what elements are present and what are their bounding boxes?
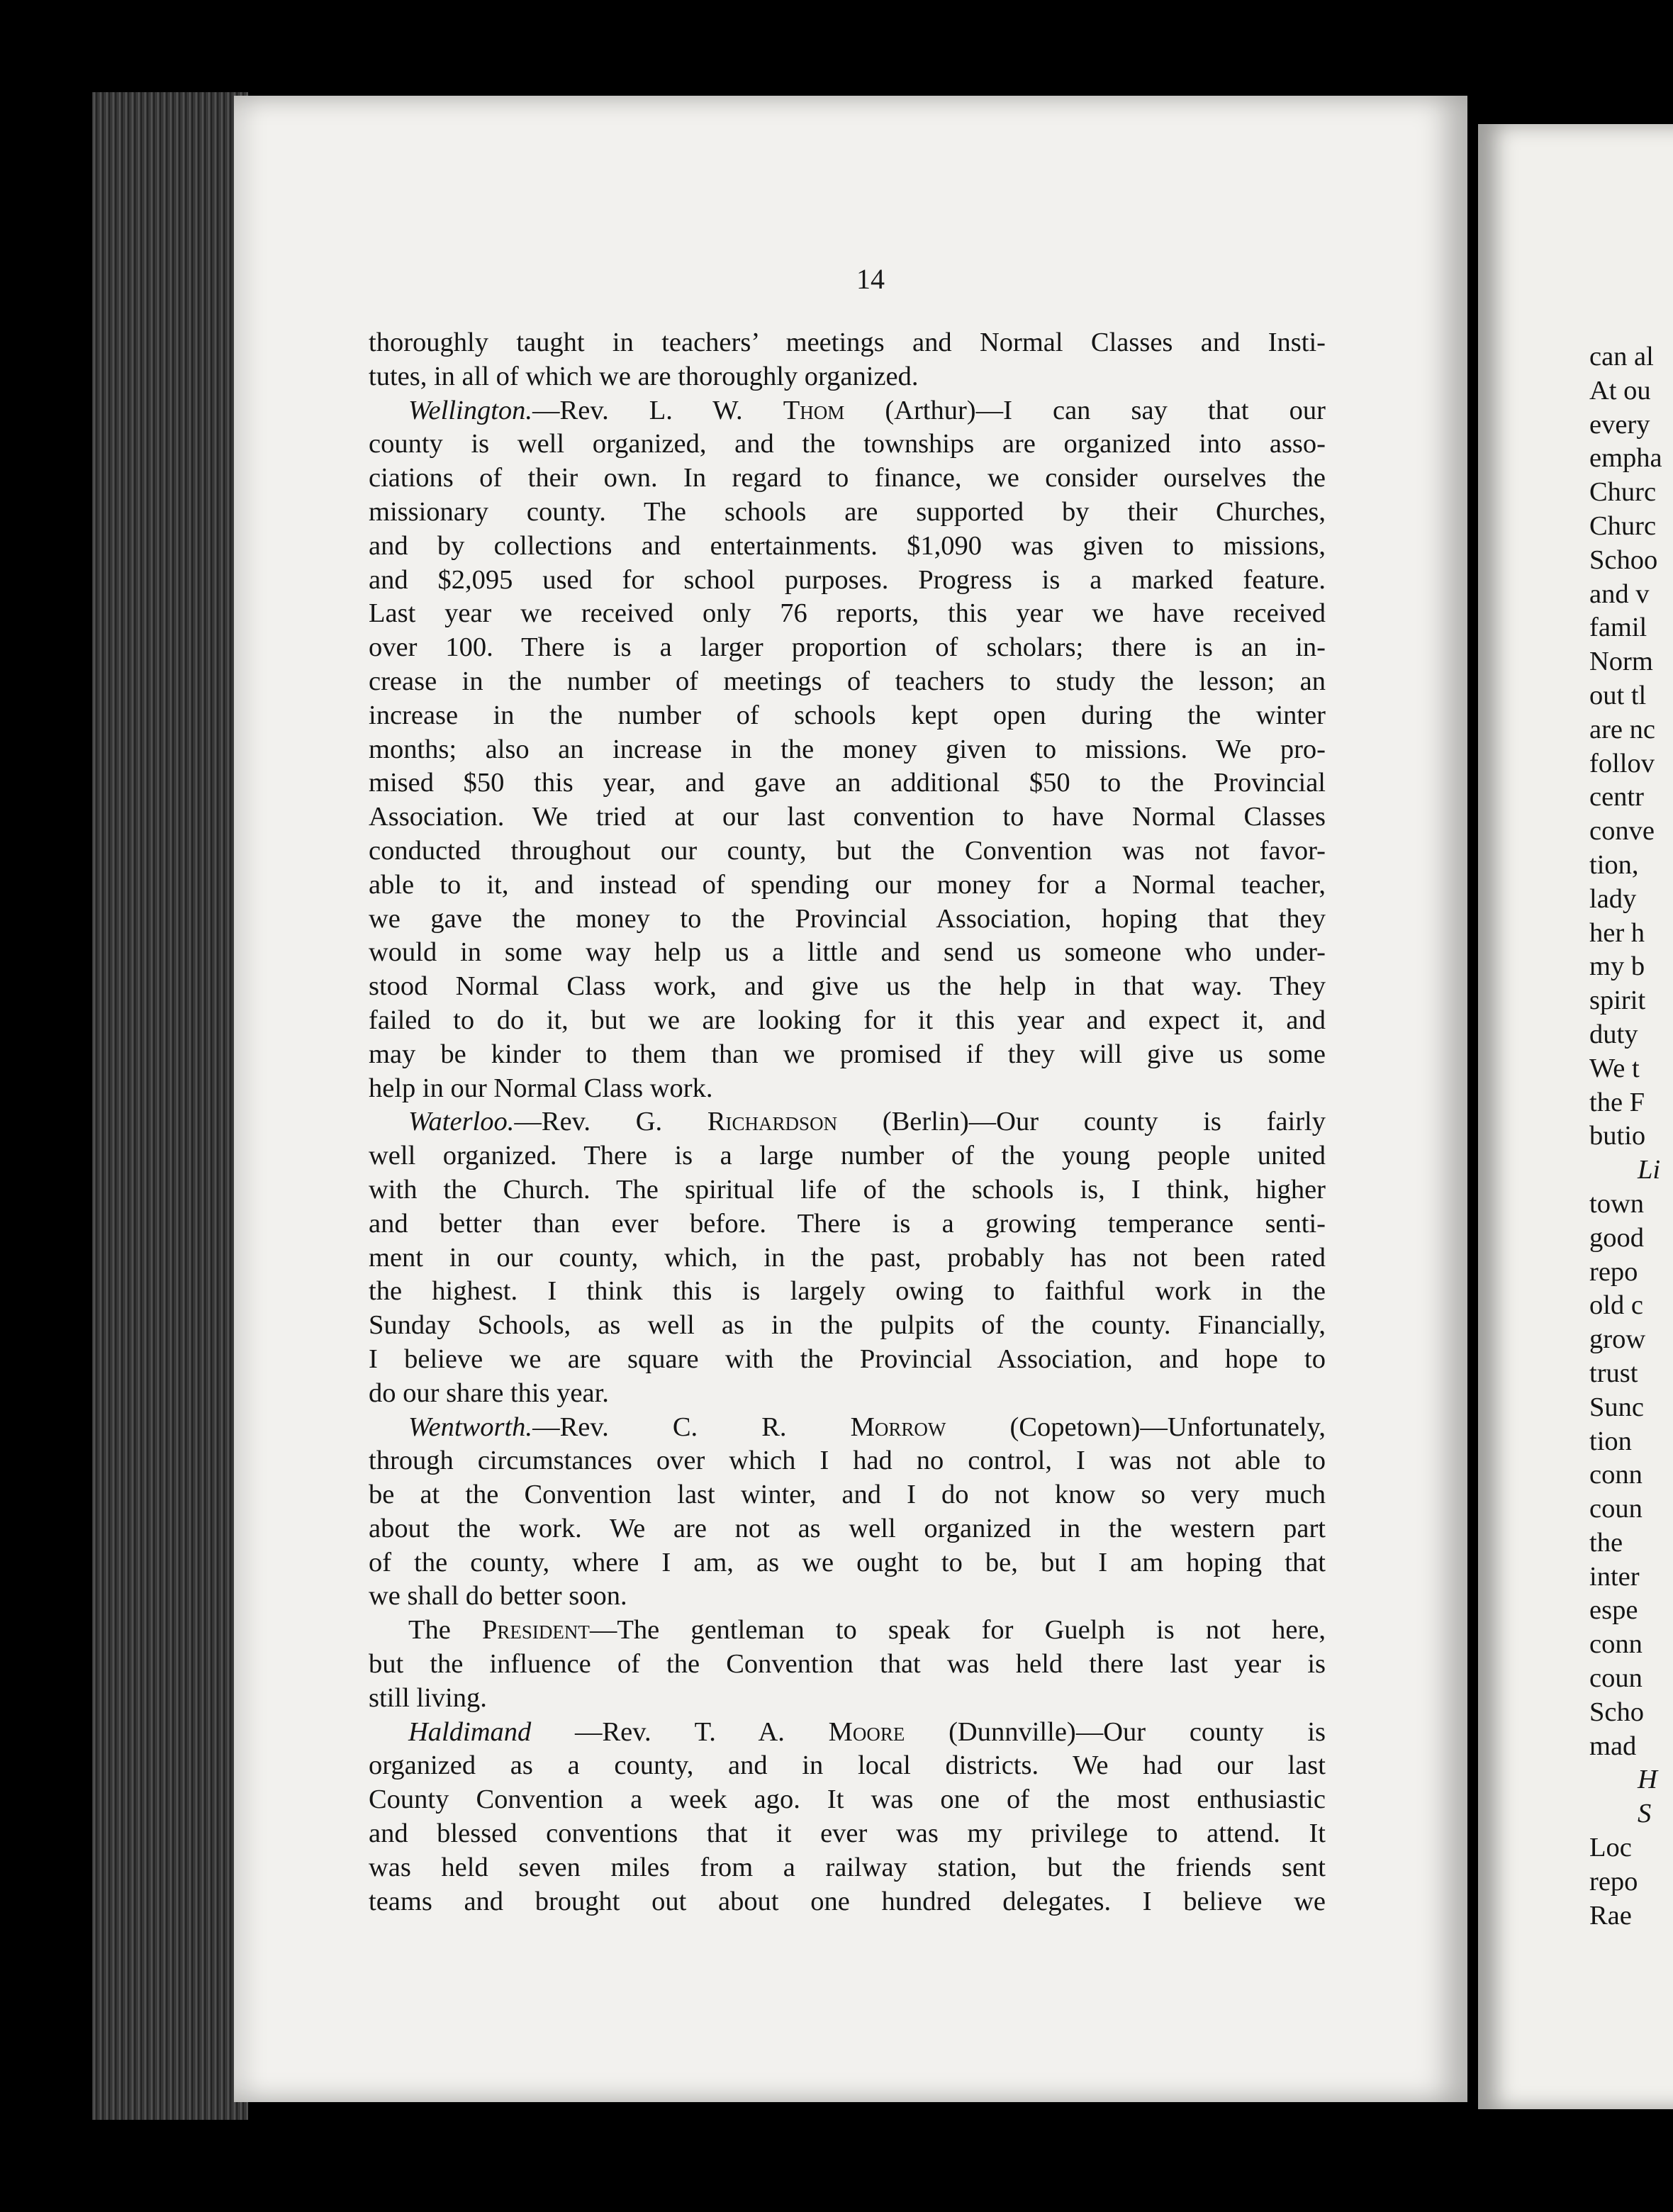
- text-line: Association. We tried at our last convention to have Normal Classes: [369, 802, 1326, 832]
- right-page-line: centr: [1589, 782, 1644, 812]
- right-page-line: follov: [1589, 748, 1655, 778]
- page-edge-stack: [92, 92, 248, 2120]
- speaker-name: Richardson: [707, 1107, 838, 1137]
- right-page-line: out tl: [1589, 680, 1647, 710]
- text-line: County Convention a week ago. It was one of the most enthusiastic: [369, 1784, 1326, 1815]
- text-line: tutes, in all of which we are thoroughly organized.: [369, 361, 919, 391]
- right-page-line: Rae: [1589, 1900, 1632, 1931]
- main-text-block: [369, 326, 1326, 1918]
- right-page-line: conn: [1589, 1629, 1643, 1660]
- right-page-line: Norm: [1589, 647, 1653, 677]
- text-line: Last year we received only 76 reports, this year we have received: [369, 598, 1326, 629]
- text-line: of the county, where I am, as we ought to be, but I am hoping that: [369, 1547, 1326, 1577]
- section-lead: Haldimand: [408, 1716, 532, 1747]
- right-page-line: Churc: [1589, 477, 1657, 508]
- right-page-line: can al: [1589, 342, 1654, 372]
- text-line: still living.: [369, 1682, 487, 1713]
- speaker-name: President: [481, 1615, 590, 1646]
- text-line: would in some way help us a little and send us someone who under-: [369, 937, 1326, 968]
- text-line: ciations of their own. In regard to finance, we consider ourselves the: [369, 463, 1326, 493]
- right-page-line: tion: [1589, 1426, 1632, 1456]
- text-line: Wentworth.—Rev. C. R. Morrow (Copetown)—Unfortunately,: [408, 1412, 1326, 1442]
- speaker-name: Morrow: [850, 1412, 946, 1442]
- right-page-line: good: [1589, 1222, 1644, 1253]
- text-line: we shall do better soon.: [369, 1581, 627, 1611]
- right-page-line: Schoo: [1589, 544, 1658, 575]
- text-line: county is well organized, and the townships are organized into asso-: [369, 429, 1326, 459]
- right-page-line: Loc: [1589, 1833, 1632, 1863]
- text-line: able to it, and instead of spending our money for a Normal teacher,: [369, 869, 1326, 900]
- right-page-line: We t: [1589, 1053, 1640, 1083]
- text-line: well organized. There is a large number of the young people united: [369, 1141, 1326, 1171]
- text-line: increase in the number of schools kept open during the winter: [369, 700, 1326, 730]
- right-page-line: Li: [1638, 1155, 1661, 1185]
- text-line: I believe we are square with the Provincial Association, and hope to: [369, 1344, 1326, 1374]
- text-line: and by collections and entertainments. $1,090 was given to missions,: [369, 530, 1326, 561]
- right-page-line: repo: [1589, 1866, 1638, 1897]
- text-line: thoroughly taught in teachers’ meetings and Normal Classes and Insti-: [369, 328, 1326, 357]
- text-line: be at the Convention last winter, and I do not know so very much: [369, 1480, 1326, 1510]
- right-page-line: coun: [1589, 1663, 1643, 1694]
- right-page-line: At ou: [1589, 375, 1651, 406]
- text-line: was held seven miles from a railway station, but the friends sent: [369, 1852, 1326, 1882]
- right-page-line: Scho: [1589, 1697, 1644, 1727]
- section-lead: Waterloo.: [408, 1107, 515, 1137]
- text-line: ment in our county, which, in the past, probably has not been rated: [369, 1242, 1326, 1273]
- text-line: but the influence of the Convention that was held there last year is: [369, 1649, 1326, 1680]
- right-page-line: my b: [1589, 951, 1645, 982]
- section-lead: Wellington.: [408, 395, 533, 425]
- right-page-line: her h: [1589, 917, 1645, 948]
- text-line: failed to do it, but we are looking for it this year and expect it, and: [369, 1005, 1326, 1035]
- right-page-line: espe: [1589, 1595, 1638, 1626]
- text-line: crease in the number of meetings of teachers to study the lesson; an: [369, 666, 1326, 696]
- right-page-line: mad: [1589, 1731, 1637, 1761]
- text-line: months; also an increase in the money given to missions. We pro-: [369, 734, 1326, 764]
- right-page-line: trust: [1589, 1358, 1638, 1388]
- right-page-line: the F: [1589, 1087, 1645, 1117]
- right-page-line: the: [1589, 1527, 1623, 1558]
- text-line: and blessed conventions that it ever was my privilege to attend. It: [369, 1819, 1326, 1849]
- text-line: do our share this year.: [369, 1378, 609, 1408]
- right-page-line: every: [1589, 409, 1650, 440]
- text-line: about the work. We are not as well organized in the western part: [369, 1513, 1326, 1543]
- section-lead: Wentworth.: [408, 1412, 533, 1442]
- text-line: Waterloo.—Rev. G. Richardson (Berlin)—Our county is fairly: [408, 1107, 1326, 1137]
- text-line: stood Normal Class work, and give us the help in that way. They: [369, 971, 1326, 1002]
- speaker-name: Thom: [783, 395, 845, 425]
- right-page-line: and v: [1589, 579, 1650, 609]
- right-page-line: conn: [1589, 1460, 1643, 1490]
- text-line: Haldimand —Rev. T. A. Moore (Dunnville)—Our county is: [408, 1716, 1326, 1747]
- text-line: missionary county. The schools are supported by their Churches,: [369, 496, 1326, 527]
- text-line: organized as a county, and in local districts. We had our last: [369, 1750, 1326, 1781]
- text-line: teams and brought out about one hundred delegates. I believe we: [369, 1886, 1326, 1916]
- text-line: Sunday Schools, as well as in the pulpits of the county. Financially,: [369, 1310, 1326, 1341]
- text-line: conducted throughout our county, but the Convention was not favor-: [369, 835, 1326, 866]
- speaker-name: Moore: [828, 1716, 905, 1747]
- right-page-line: inter: [1589, 1561, 1640, 1592]
- right-page-line: tion,: [1589, 849, 1639, 880]
- text-line: help in our Normal Class work.: [369, 1073, 713, 1103]
- right-page-line: conve: [1589, 816, 1655, 847]
- right-page-line: S: [1638, 1799, 1652, 1829]
- text-line: mised $50 this year, and gave an additional $50 to the Provincial: [369, 768, 1326, 798]
- right-page-line: town: [1589, 1188, 1644, 1219]
- right-page-line: butio: [1589, 1121, 1646, 1151]
- right-page-line: H: [1638, 1765, 1657, 1795]
- text-line: and $2,095 used for school purposes. Progress is a marked feature.: [369, 564, 1326, 595]
- text-line: with the Church. The spiritual life of the schools is, I think, higher: [369, 1174, 1326, 1205]
- right-page-line: are nc: [1589, 714, 1655, 744]
- text-line: and better than ever before. There is a growing temperance senti-: [369, 1208, 1326, 1239]
- text-line: over 100. There is a larger proportion of scholars; there is an in-: [369, 632, 1326, 663]
- page-number: 14: [856, 263, 885, 295]
- right-page-line: spirit: [1589, 985, 1646, 1016]
- right-page-line: duty: [1589, 1019, 1638, 1049]
- text-line: the highest. I think this is largely owing to faithful work in the: [369, 1276, 1326, 1307]
- right-page-line: old c: [1589, 1290, 1643, 1321]
- text-line: through circumstances over which I had no control, I was not able to: [369, 1446, 1326, 1476]
- right-page-line: lady: [1589, 883, 1637, 914]
- right-page-text-fragments: [1589, 340, 1673, 1933]
- right-page-line: famil: [1589, 613, 1647, 643]
- right-page-line: coun: [1589, 1494, 1643, 1524]
- text-line: Wellington.—Rev. L. W. Thom (Arthur)—I can say that our: [408, 395, 1326, 425]
- right-page-line: repo: [1589, 1256, 1638, 1287]
- right-page-line: grow: [1589, 1324, 1646, 1355]
- right-page-line: Churc: [1589, 510, 1657, 541]
- text-line: may be kinder to them than we promised if they will give us some: [369, 1039, 1326, 1069]
- text-line: we gave the money to the Provincial Association, hoping that they: [369, 903, 1326, 934]
- text-line: The President—The gentleman to speak for Guelph is not here,: [408, 1615, 1326, 1646]
- right-page-line: Sunc: [1589, 1392, 1644, 1422]
- right-page-line: empha: [1589, 443, 1662, 474]
